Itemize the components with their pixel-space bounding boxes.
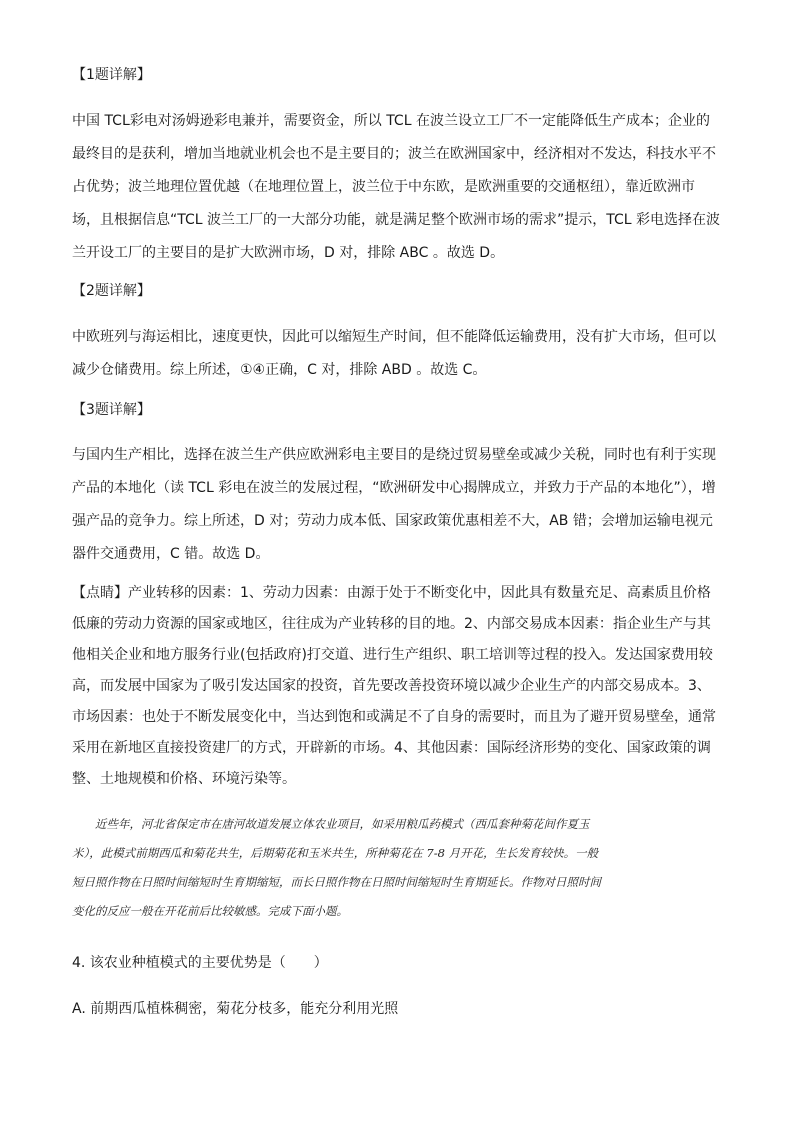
section-3-heading: 【3题详解】 [72,402,151,418]
text-line: 中欧班列与海运相比，速度更快，因此可以缩短生产时间，但不能降低运输费用，没有扩大市场，但可以 [72,329,716,345]
section-1-heading: 【1题详解】 [72,67,151,83]
text-line: 最终目的是获利，增加当地就业机会也不是主要目的；波兰在欧洲国家中，经济相对不发达，科技水平不 [72,146,716,162]
text-line: 器件交通费用，C 错。故选 D。 [72,546,270,562]
section-3-explanation [72,439,724,571]
point-summary [72,578,724,795]
text-line: 米），此模式前期西瓜和菊花共生，后期菊花和玉米共生，所种菊花在 7-8 月开花，生长发育较快。一般 [72,846,599,860]
text-line: 减少仓储费用。综上所述，①④正确，C 对，排除 ABD 。故选 C。 [72,362,487,378]
text-line: 市场因素：也处于不断发展变化中，当达到饱和或满足不了自身的需要时，而且为了避开贸易壁垒，通常 [72,709,716,725]
text-line: 产品的本地化（读 TCL 彩电在波兰的发展过程，“欧洲研发中心揭牌成立，并致力于产品的本地化”），增 [72,480,716,496]
section-2-explanation [72,321,724,387]
text-line: 【点睛】产业转移的因素：1、劳动力因素：由源于处于不断变化中，因此具有数量充足、高素质且价格 [72,585,711,601]
text-line: 他相关企业和地方服务行业(包括政府)打交道、进行生产组织、职工培训等过程的投入。发达国家费用较 [72,647,713,663]
text-line: 占优势；波兰地理位置优越（在地理位置上，波兰位于中东欧，是欧洲重要的交通枢纽），靠近欧洲市 [72,179,695,195]
text-line: 与国内生产相比，选择在波兰生产供应欧洲彩电主要目的是绕过贸易壁垒或减少关税，同时也有利于实现 [72,447,716,463]
text-line: 近些年，河北省保定市在唐河故道发展立体农业项目，如采用粮瓜药模式（西瓜套种菊花间作夏玉 [72,817,590,831]
question-stem: 4. 该农业种植模式的主要优势是（ ） [72,955,328,971]
text-line: 强产品的竞争力。综上所述，D 对；劳动力成本低、国家政策优惠相差不大，AB 错；会增加运输电视元 [72,513,713,529]
text-line: 整、土地规模和价格、环境污染等。 [72,771,296,787]
text-line: 兰开设工厂的主要目的是扩大欧洲市场，D 对，排除 ABC 。故选 D。 [72,245,505,261]
section-1-explanation [72,105,724,270]
question-option-a: A. 前期西瓜植株稠密，菊花分枝多，能充分利用光照 [72,1001,399,1017]
section-2-heading: 【2题详解】 [72,283,151,299]
text-line: 高，而发展中国家为了吸引发达国家的投资，首先要改善投资环境以减少企业生产的内部交易成本。3、 [72,678,711,694]
text-line: 场，且根据信息“TCL 波兰工厂的一大部分功能，就是满足整个欧洲市场的需求”提示，TCL 彩电选择在波 [72,212,721,228]
text-line: 短日照作物在日照时间缩短时生育期缩短，而长日照作物在日照时间缩短时生育期延长。作物对日照时间 [72,875,601,889]
material-passage [72,810,732,926]
text-line: 采用在新地区直接投资建厂的方式，开辟新的市场。4、其他因素：国际经济形势的变化、国家政策的调 [72,740,711,756]
text-line: 变化的反应一般在开花前后比较敏感。完成下面小题。 [72,904,348,918]
text-line: 中国 TCL彩电对汤姆逊彩电兼并，需要资金，所以 TCL 在波兰设立工厂不一定能降低生产成本；企业的 [72,113,710,129]
text-line: 低廉的劳动力资源的国家或地区，往往成为产业转移的目的地。2、内部交易成本因素：指企业生产与其 [72,616,711,632]
